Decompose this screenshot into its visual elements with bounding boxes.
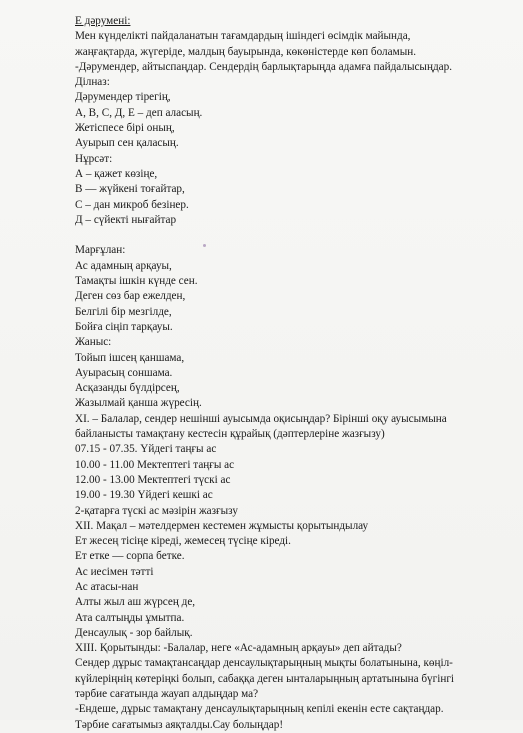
text-line: Марғұлан: xyxy=(75,244,126,257)
text-line: тәрбие сағатында жауап алдыңдар ма? xyxy=(75,688,259,701)
text-line: В — жүйкені тоғайтар, xyxy=(75,183,185,196)
text-line: XII. Мақал – мәтелдермен кестемен жұмысты қорытындылау xyxy=(75,519,369,532)
text-line: А – қажет көзіңе, xyxy=(75,167,158,180)
text-line: Асқазанды бүлдірсең, xyxy=(75,382,180,395)
text-line: Ет етке — сорпа бетке. xyxy=(75,550,185,563)
text-line: Тойып ішсең қаншама, xyxy=(75,351,185,364)
text-line: Ауырып сен қаласың. xyxy=(75,137,179,150)
text-line: Тәрбие сағатымыз аяқталды.Сау болыңдар! xyxy=(75,718,284,731)
text-line: Белгілі бір мезгілде, xyxy=(75,305,172,318)
text-line: Тамақты ішкін күнде сен. xyxy=(75,275,198,288)
document-lines xyxy=(75,29,515,733)
text-line: Бойға сіңіп тарқауы. xyxy=(75,320,173,333)
text-line: XI. – Балалар, сендер нешінші ауысымда оқисыңдар? Бірінші оқу ауысымына xyxy=(75,412,447,425)
text-line: 10.00 - 11.00 Мектептегі таңғы ас xyxy=(75,458,235,471)
text-line: -Дәрумендер, айтыспаңдар. Сендердің барлықтарыңда адамға пайдалысыңдар. xyxy=(75,60,452,73)
text-line: Ділназ: xyxy=(75,76,110,89)
text-line: Жазылмай қанша жүресің. xyxy=(75,397,202,410)
text-line: Ас адамның арқауы, xyxy=(75,259,172,272)
text-line: Ас атасы-нан xyxy=(75,580,139,593)
text-line: Мен күнделікті пайдаланатын тағамдардың ішіндегі өсімдік майында, xyxy=(75,30,411,43)
text-line: Ет жесең тісіңе кіреді, жемесең түсіңе кіреді. xyxy=(75,535,291,548)
text-line: -Ендеше, дұрыс тамақтану денсаулықтарыңның кепілі екенін есте сақтаңдар. xyxy=(75,703,444,716)
text-line: Дәрумендер тірегің, xyxy=(75,91,171,104)
text-line: 12.00 - 13.00 Мектептегі түскі ас xyxy=(75,473,231,486)
text-line: А, В, С, Д, Е – деп аласың. xyxy=(75,106,203,119)
text-line: байланысты тамақтану кестесін құрайық (дәптерлеріне жазғызу) xyxy=(75,428,385,441)
text-line: Ата салтыңды ұмытпа. xyxy=(75,611,185,624)
text-line: Денсаулық - зор байлық. xyxy=(75,626,193,639)
text-line: 07.15 - 07.35. Үйдегі таңғы ас xyxy=(75,443,217,456)
text-line: 2-қатарға түскі ас мәзірін жазғызу xyxy=(75,504,238,517)
text-line: күйлеріңнің көтеріңкі болып, сабаққа деген ынталарыңның артатынына бүгінгі xyxy=(75,672,455,685)
text-line: Д – сүйекті нығайтар xyxy=(75,213,177,226)
text-line: Деген сөз бар ежелден, xyxy=(75,290,186,303)
text-line: Ас иесімен тәтті xyxy=(75,565,154,578)
text-line: Жетіспесе бірі оның, xyxy=(75,122,175,135)
document-body xyxy=(75,14,515,733)
section-title: Е дәрумені: xyxy=(75,15,131,27)
text-line: XIII. Қорытынды: -Балалар, неге «Ас-адамның арқауы» деп айтады? xyxy=(75,642,402,655)
text-line: Алты жыл аш жүрсең де, xyxy=(75,596,196,609)
text-line xyxy=(75,228,515,243)
text-line: С – дан микроб безінер. xyxy=(75,198,189,211)
text-line: Жаныс: xyxy=(75,336,112,349)
text-line: Ауырасың соншама. xyxy=(75,366,173,379)
text-line: жаңғақтарда, жүгеріде, малдың бауырында, көкөністерде көп боламын. xyxy=(75,45,416,58)
text-line: Сендер дұрыс тамақтансаңдар денсаулықтарыңның мықты болатынына, көңіл- xyxy=(75,657,453,670)
text-line: Нұрсәт: xyxy=(75,152,113,165)
text-line: 19.00 - 19.30 Үйдегі кешкі ас xyxy=(75,489,213,502)
